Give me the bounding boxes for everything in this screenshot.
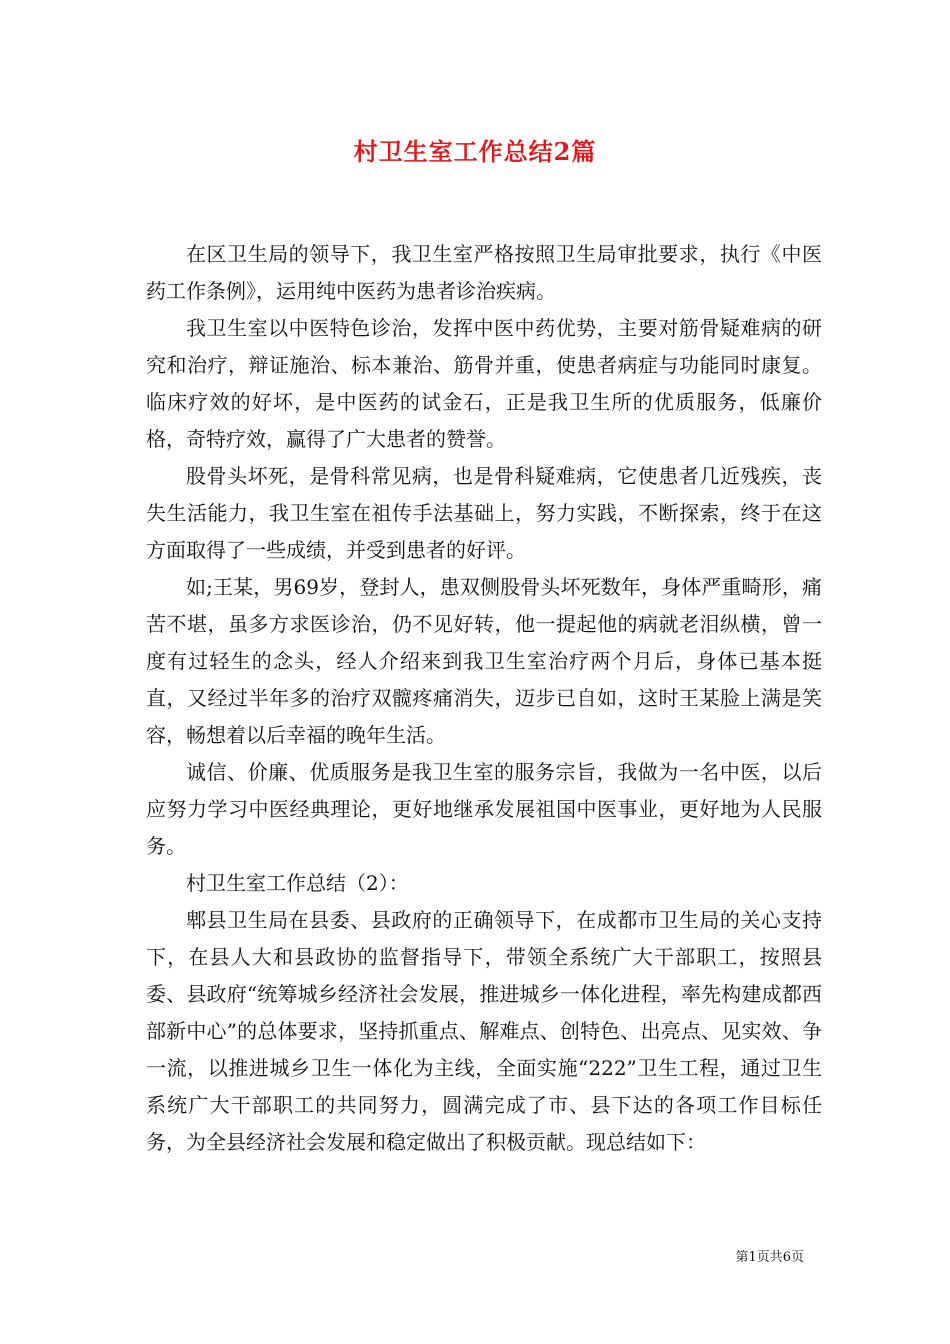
paragraph: 诚信、价廉、优质服务是我卫生室的服务宗旨，我做为一名中医，以后应努力学习中医经典理论，更好地继承发展祖国中医事业，更好地为人民服务。 bbox=[146, 760, 822, 858]
page-number: 第1页共6页 bbox=[735, 1250, 804, 1265]
paragraph: 郫县卫生局在县委、县政府的正确领导下，在成都市卫生局的关心支持下，在县人大和县政协的监督指导下，带领全系统广大干部职工，按照县委、县政府“统筹城乡经济社会发展，推进城乡一体化进程，率先构建成都西部新中心”的总体要求，坚持抓重点、解难点、创特色、出亮点、见实效、争一流，以推进城乡卫生一体化为主线，全面实施“222”卫生工程，通过卫生系统广大干部职工的共同努力，圆满完成了市、县下达的各项工作目标任务，为全县经济社会发展和稳定做出了积极贡献。现总结如下： bbox=[146, 908, 822, 1154]
document-title: 村卫生室工作总结2篇 bbox=[353, 137, 597, 166]
paragraph: 如;王某，男69岁，登封人，患双侧股骨头坏死数年，身体严重畸形，痛苦不堪，虽多方求医诊治，仍不见好转，他一提起他的病就老泪纵横，曾一度有过轻生的念头，经人介绍来到我卫生室治疗两个月后，身体已基本挺直，又经过半年多的治疗双髋疼痛消失，迈步已自如，这时王某脸上满是笑容，畅想着以后幸福的晚年生活。 bbox=[146, 575, 822, 747]
paragraph: 我卫生室以中医特色诊治，发挥中医中药优势，主要对筋骨疑难病的研究和治疗，辩证施治、标本兼治、筋骨并重，使患者病症与功能同时康复。临床疗效的好坏，是中医药的试金石，正是我卫生所的优质服务，低廉价格，奇特疗效，赢得了广大患者的赞誉。 bbox=[146, 316, 822, 451]
section-heading: 村卫生室工作总结（2）： bbox=[186, 871, 409, 895]
paragraph: 在区卫生局的领导下，我卫生室严格按照卫生局审批要求，执行《中医药工作条例》，运用纯中医药为患者诊治疾病。 bbox=[146, 242, 822, 303]
paragraph: 股骨头坏死，是骨科常见病，也是骨科疑难病，它使患者几近残疾，丧失生活能力，我卫生室在祖传手法基础上，努力实践，不断探索，终于在这方面取得了一些成绩，并受到患者的好评。 bbox=[146, 464, 822, 562]
document-body bbox=[146, 236, 822, 1161]
